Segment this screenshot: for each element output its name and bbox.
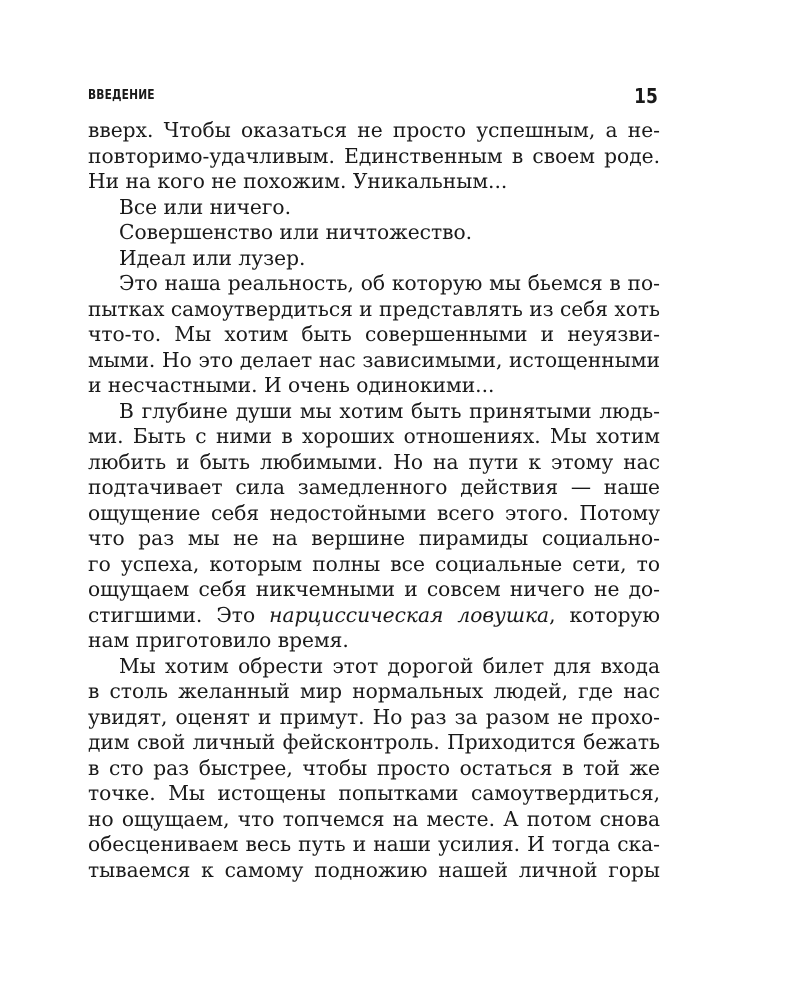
page-number: 15 bbox=[634, 84, 658, 108]
text-segment: , которую bbox=[549, 602, 661, 627]
text-line: дим свой личный фейсконтроль. Приходится бежать bbox=[88, 730, 660, 754]
text-line: В глубине души мы хотим быть принятыми людь- bbox=[119, 398, 660, 423]
text-segment: стигшими. Это bbox=[88, 602, 270, 627]
text-line: ощущение себя недостойными всего этого. Потому bbox=[88, 500, 660, 525]
text-line: точке. Мы истощены попытками самоутвердиться, bbox=[88, 781, 660, 805]
text-line: в сто раз быстрее, чтобы просто остаться в той же bbox=[88, 755, 660, 780]
text-line: обесцениваем весь путь и наши усилия. И тогда ска- bbox=[88, 832, 660, 856]
text-line: что раз мы не на вершине пирамиды социально- bbox=[88, 526, 660, 550]
text-line bbox=[88, 603, 660, 629]
text-line: но ощущаем, что топчемся на месте. А потом снова bbox=[88, 806, 660, 831]
text-line: нам приготовило время. bbox=[88, 628, 349, 652]
text-line: мыми. Но это делает нас зависимыми, истощенными bbox=[88, 347, 660, 372]
text-line: Совершенство или ничтожество. bbox=[119, 220, 473, 244]
text-line: Ни на кого не похожим. Уникальным... bbox=[88, 169, 508, 193]
text-line: Мы хотим обрести этот дорогой билет для входа bbox=[119, 653, 660, 678]
text-line: ощущаем себя никчемными и совсем ничего не до- bbox=[88, 577, 660, 601]
text-line: тываемся к самому подножию нашей личной горы bbox=[88, 857, 660, 882]
text-line: пытках самоутвердиться и представлять из себя хоть bbox=[88, 296, 660, 321]
body-text bbox=[88, 118, 660, 883]
text-line: Все или ничего. bbox=[119, 194, 292, 219]
text-line: и несчастными. И очень одинокими... bbox=[88, 373, 495, 397]
text-line: Это наша реальность, об которую мы бьемся в по- bbox=[119, 271, 660, 295]
italic-term: нарциссическая ловушка bbox=[269, 602, 550, 627]
text-line: Идеал или лузер. bbox=[119, 245, 306, 270]
text-line: любить и быть любимыми. Но на пути к этому нас bbox=[88, 449, 660, 474]
text-line: подтачивает сила замедленного действия — наше bbox=[88, 475, 660, 499]
text-line: вверх. Чтобы оказаться не просто успешным, а не- bbox=[88, 118, 660, 142]
text-line: повторимо-удачливым. Единственным в своем роде. bbox=[88, 143, 660, 168]
text-line: ми. Быть с ними в хороших отношениях. Мы хотим bbox=[88, 424, 660, 448]
text-line: в столь желанный мир нормальных людей, где нас bbox=[88, 679, 660, 703]
text-line: го успеха, которым полны все социальные сети, то bbox=[88, 551, 660, 576]
text-line: увидят, оценят и примут. Но раз за разом не прохо- bbox=[88, 704, 660, 729]
text-line: что-то. Мы хотим быть совершенными и неуязви- bbox=[88, 322, 660, 346]
running-head-section-title: ВВЕДЕНИЕ bbox=[88, 88, 155, 103]
